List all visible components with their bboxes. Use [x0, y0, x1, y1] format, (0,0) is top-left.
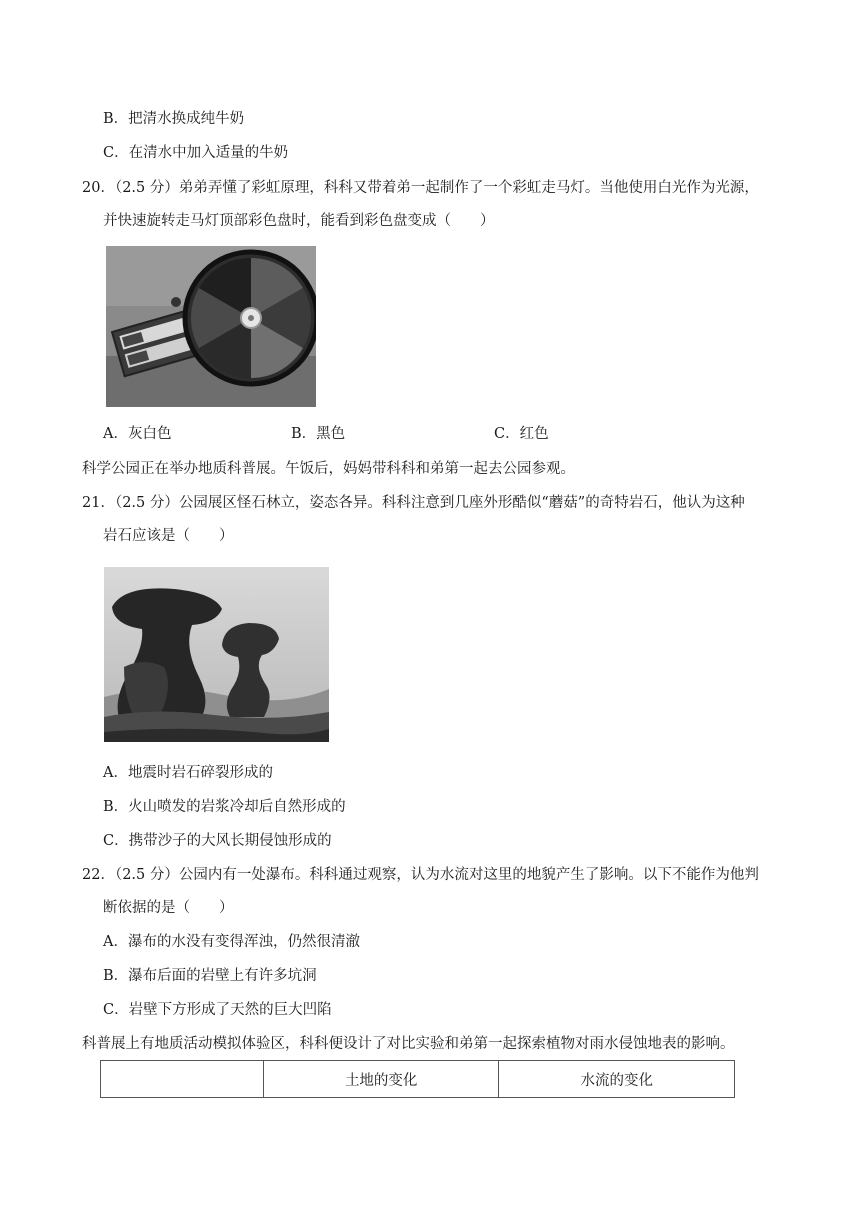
q22-option-a: A．瀑布的水没有变得浑浊，仍然很清澈: [103, 934, 360, 950]
q20-stem-line1: 20．（2.5 分）弟弟弄懂了彩虹原理，科科又带着弟一起制作了一个彩虹走马灯。当他使用白光作为光源，: [82, 180, 759, 196]
q21-option-b: B．火山喷发的岩浆冷却后自然形成的: [103, 799, 346, 815]
rainbow-lantern-photo: [106, 246, 316, 407]
table-header-land-change: 土地的变化: [263, 1061, 499, 1098]
q20-option-c: C．红色: [494, 426, 549, 442]
q22-stem-line2: 断依据的是（ ）: [103, 900, 234, 916]
q20-stem-line2: 并快速旋转走马灯顶部彩色盘时，能看到彩色盘变成（ ）: [103, 213, 495, 229]
q21-option-a: A．地震时岩石碎裂形成的: [103, 765, 273, 781]
table-header-row: [101, 1061, 735, 1098]
section-intro-experiment: 科普展上有地质活动模拟体验区，科科便设计了对比实验和弟第一起探索植物对雨水侵蚀地表的影响。: [82, 1036, 735, 1052]
q20-option-b: B．黑色: [291, 426, 346, 442]
table-header-water-change: 水流的变化: [499, 1061, 735, 1098]
q21-stem-line2: 岩石应该是（ ）: [103, 528, 234, 544]
mushroom-rock-photo: [104, 567, 329, 742]
q22-stem-line1: 22．（2.5 分）公园内有一处瀑布。科科通过观察，认为水流对这里的地貌产生了影响。以下不能作为他判: [82, 867, 759, 883]
q21-stem-line1: 21．（2.5 分）公园展区怪石林立，姿态各异。科科注意到几座外形酷似“蘑菇”的奇特岩石，他认为这种: [82, 495, 745, 511]
q21-option-c: C．携带沙子的大风长期侵蚀形成的: [103, 833, 332, 849]
q20-option-a: A．灰白色: [103, 426, 172, 442]
q19-option-c: C．在清水中加入适量的牛奶: [103, 145, 289, 161]
q19-option-b: B．把清水换成纯牛奶: [103, 111, 245, 127]
q22-option-c: C．岩壁下方形成了天然的巨大凹陷: [103, 1002, 332, 1018]
experiment-table: [100, 1060, 735, 1098]
q22-option-b: B．瀑布后面的岩壁上有许多坑洞: [103, 968, 317, 984]
section-intro-geology: 科学公园正在举办地质科普展。午饭后，妈妈带科科和弟第一起去公园参观。: [82, 461, 575, 477]
table-header-blank: [101, 1061, 264, 1098]
